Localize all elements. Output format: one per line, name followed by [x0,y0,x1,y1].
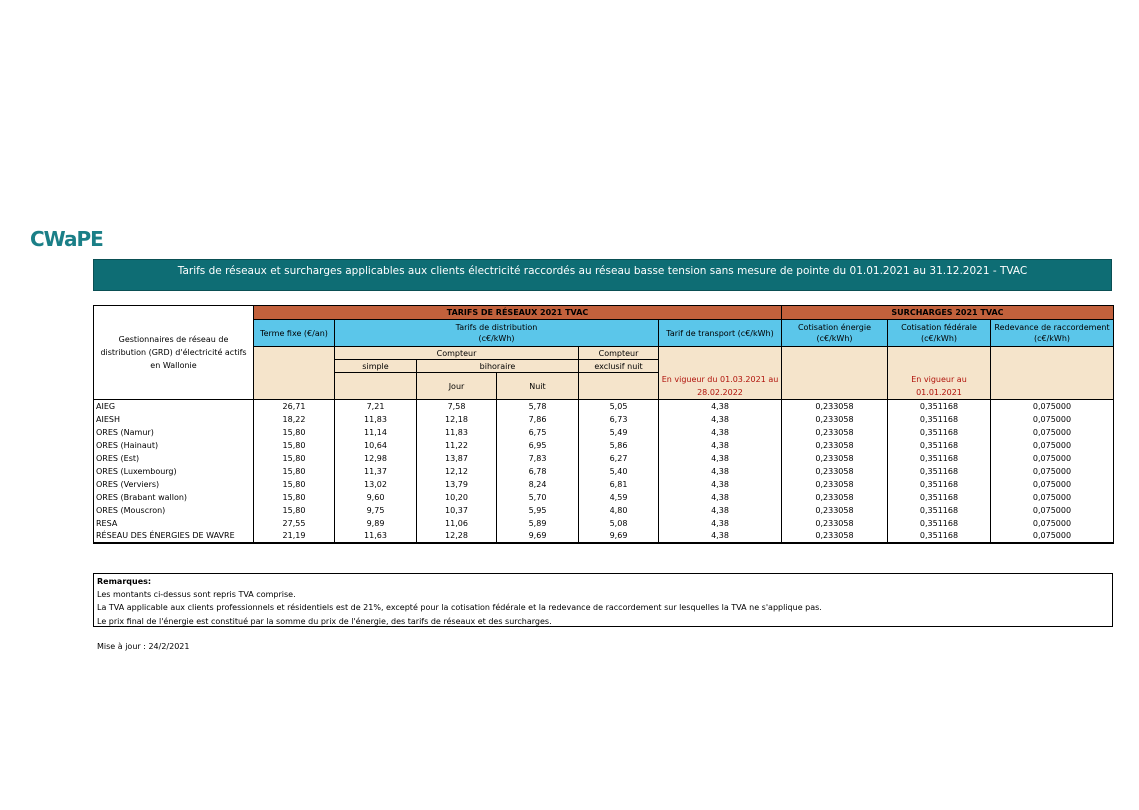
cell-jour: 11,83 [417,426,497,439]
cell-federale: 0,351168 [888,530,991,543]
cell-jour: 12,28 [417,530,497,543]
cell-redevance: 0,075000 [991,465,1114,478]
cell-federale: 0,351168 [888,478,991,491]
cell-simple: 11,14 [335,426,417,439]
cell-simple: 12,98 [335,452,417,465]
cell-terme-fixe: 18,22 [254,413,335,426]
cell-transport: 4,38 [659,439,782,452]
cell-energie: 0,233058 [782,504,888,517]
cell-terme-fixe: 15,80 [254,465,335,478]
cell-redevance: 0,075000 [991,517,1114,530]
cell-name: ORES (Hainaut) [94,439,254,452]
table-row [94,530,1114,543]
cell-jour: 13,79 [417,478,497,491]
cell-federale: 0,351168 [888,452,991,465]
cell-simple: 11,37 [335,465,417,478]
redevance-sub [991,347,1114,400]
cell-federale: 0,351168 [888,400,991,413]
cell-transport: 4,38 [659,491,782,504]
cell-federale: 0,351168 [888,517,991,530]
cell-excl-nuit: 4,59 [579,491,659,504]
table-row [94,400,1114,413]
cell-name: AIESH [94,413,254,426]
cell-federale: 0,351168 [888,491,991,504]
tariff-table [93,305,1114,544]
cell-terme-fixe: 15,80 [254,478,335,491]
table-row [94,413,1114,426]
cell-excl-nuit: 4,80 [579,504,659,517]
cell-transport: 4,38 [659,504,782,517]
cell-federale: 0,351168 [888,413,991,426]
cwape-logo [30,228,114,250]
jour-header: Jour [417,373,497,400]
table-row [94,517,1114,530]
cwape-logo-icon [30,228,114,250]
cotisation-energie-label: Cotisation énergie [797,323,872,332]
nuit-header: Nuit [497,373,579,400]
cell-nuit: 5,95 [497,504,579,517]
cell-transport: 4,38 [659,413,782,426]
table-row [94,491,1114,504]
exclusif-nuit-header: exclusif nuit [579,360,659,373]
remarks-title: Remarques: [97,577,152,586]
cell-redevance: 0,075000 [991,413,1114,426]
cell-redevance: 0,075000 [991,400,1114,413]
cell-excl-nuit: 5,08 [579,517,659,530]
simple-header: simple [335,360,417,373]
cell-simple: 7,21 [335,400,417,413]
terme-fixe-header: Terme fixe (€/an) [254,320,335,347]
federale-vigueur: En vigueur au 01.01.2021 [888,347,991,400]
cell-transport: 4,38 [659,452,782,465]
grd-header: Gestionnaires de réseau de distribution (GRD) d'électricité actifs en Wallonie [94,306,254,400]
tariff-rows [94,400,1114,543]
cell-excl-nuit: 5,05 [579,400,659,413]
cell-nuit: 9,69 [497,530,579,543]
cell-excl-nuit: 5,49 [579,426,659,439]
cell-name: ORES (Namur) [94,426,254,439]
cell-simple: 10,64 [335,439,417,452]
cell-terme-fixe: 26,71 [254,400,335,413]
cotisation-federale-label: Cotisation fédérale [901,323,977,332]
remark-line: Les montants ci-dessus sont repris TVA comprise. [97,590,296,600]
terme-fixe-sub [254,347,335,400]
excl-nuit-sub [579,373,659,400]
cell-jour: 10,37 [417,504,497,517]
cell-terme-fixe: 15,80 [254,439,335,452]
cell-name: ORES (Brabant wallon) [94,491,254,504]
cell-redevance: 0,075000 [991,504,1114,517]
cell-name: RESA [94,517,254,530]
cell-nuit: 5,89 [497,517,579,530]
cell-simple: 11,63 [335,530,417,543]
cell-redevance: 0,075000 [991,491,1114,504]
cell-jour: 13,87 [417,452,497,465]
energie-sub [782,347,888,400]
cell-terme-fixe: 15,80 [254,452,335,465]
cell-energie: 0,233058 [782,478,888,491]
cell-energie: 0,233058 [782,413,888,426]
tarifs-distribution-header [335,320,659,347]
cell-name: ORES (Luxembourg) [94,465,254,478]
cell-nuit: 6,95 [497,439,579,452]
cotisation-federale-header [888,320,991,347]
cotisation-energie-header [782,320,888,347]
compteur-excl-header: Compteur [579,347,659,360]
tarifs-distribution-label: Tarifs de distribution [455,323,538,332]
cell-redevance: 0,075000 [991,530,1114,543]
cell-excl-nuit: 5,86 [579,439,659,452]
compteur-header: Compteur [335,347,579,360]
cell-energie: 0,233058 [782,426,888,439]
cell-transport: 4,38 [659,478,782,491]
cell-excl-nuit: 6,73 [579,413,659,426]
cell-jour: 12,18 [417,413,497,426]
update-date: Mise à jour : 24/2/2021 [97,642,190,651]
remarks-box [93,573,1113,627]
cell-federale: 0,351168 [888,465,991,478]
cell-jour: 11,06 [417,517,497,530]
tarifs-reseaux-header: TARIFS DE RÉSEAUX 2021 TVAC [254,306,782,320]
cell-simple: 13,02 [335,478,417,491]
cell-nuit: 5,78 [497,400,579,413]
cell-jour: 12,12 [417,465,497,478]
cell-energie: 0,233058 [782,491,888,504]
cell-transport: 4,38 [659,530,782,543]
cell-name: ORES (Est) [94,452,254,465]
cell-redevance: 0,075000 [991,452,1114,465]
cell-jour: 7,58 [417,400,497,413]
simple-sub [335,373,417,400]
cell-nuit: 6,75 [497,426,579,439]
cell-nuit: 5,70 [497,491,579,504]
cell-simple: 9,75 [335,504,417,517]
cell-terme-fixe: 27,55 [254,517,335,530]
logo-text: CWaPE [30,228,103,250]
table-row [94,504,1114,517]
cell-terme-fixe: 15,80 [254,504,335,517]
cotisation-federale-unit: (c€/kWh) [920,334,958,343]
table-row [94,465,1114,478]
cell-energie: 0,233058 [782,439,888,452]
tarifs-distribution-unit: (c€/kWh) [478,334,515,343]
cell-nuit: 8,24 [497,478,579,491]
cell-redevance: 0,075000 [991,439,1114,452]
cell-transport: 4,38 [659,465,782,478]
cell-name: RÉSEAU DES ÉNERGIES DE WAVRE [94,530,254,543]
cell-name: AIEG [94,400,254,413]
cell-energie: 0,233058 [782,517,888,530]
cell-terme-fixe: 15,80 [254,491,335,504]
cell-name: ORES (Verviers) [94,478,254,491]
cell-jour: 11,22 [417,439,497,452]
cell-simple: 9,60 [335,491,417,504]
cell-terme-fixe: 21,19 [254,530,335,543]
cell-nuit: 7,83 [497,452,579,465]
table-row [94,426,1114,439]
cell-energie: 0,233058 [782,530,888,543]
cell-simple: 11,83 [335,413,417,426]
cell-transport: 4,38 [659,426,782,439]
bihoraire-header: bihoraire [417,360,579,373]
cell-federale: 0,351168 [888,439,991,452]
redevance-unit: (c€/kWh) [1033,334,1071,343]
cell-name: ORES (Mouscron) [94,504,254,517]
remark-line: La TVA applicable aux clients professionnels et résidentiels est de 21%, excepté pour la cotisation fédérale et la redevance de raccordement sur lesquelles la TVA ne s'applique pas. [97,603,822,613]
redevance-label: Redevance de raccordement [994,323,1110,332]
tarif-transport-header: Tarif de transport (c€/kWh) [659,320,782,347]
cell-jour: 10,20 [417,491,497,504]
redevance-header [991,320,1114,347]
cell-excl-nuit: 5,40 [579,465,659,478]
cell-excl-nuit: 9,69 [579,530,659,543]
cell-simple: 9,89 [335,517,417,530]
cell-transport: 4,38 [659,517,782,530]
table-row [94,452,1114,465]
cotisation-energie-unit: (c€/kWh) [816,334,853,343]
cell-redevance: 0,075000 [991,478,1114,491]
table-row [94,439,1114,452]
cell-energie: 0,233058 [782,400,888,413]
cell-nuit: 7,86 [497,413,579,426]
cell-redevance: 0,075000 [991,426,1114,439]
cell-nuit: 6,78 [497,465,579,478]
cell-energie: 0,233058 [782,465,888,478]
cell-excl-nuit: 6,81 [579,478,659,491]
cell-transport: 4,38 [659,400,782,413]
page-title: Tarifs de réseaux et surcharges applicables aux clients électricité raccordés au réseau basse tension sans mesure de pointe du 01.01.2021 au 31.12.2021 - TVAC [93,259,1112,291]
surcharges-header: SURCHARGES 2021 TVAC [782,306,1114,320]
cell-energie: 0,233058 [782,452,888,465]
remark-line: Le prix final de l'énergie est constitué par la somme du prix de l'énergie, des tarifs de réseaux et des surcharges. [97,616,552,626]
cell-terme-fixe: 15,80 [254,426,335,439]
cell-excl-nuit: 6,27 [579,452,659,465]
cell-federale: 0,351168 [888,426,991,439]
table-row [94,478,1114,491]
cell-federale: 0,351168 [888,504,991,517]
transport-vigueur: En vigueur du 01.03.2021 au 28.02.2022 [659,347,782,400]
